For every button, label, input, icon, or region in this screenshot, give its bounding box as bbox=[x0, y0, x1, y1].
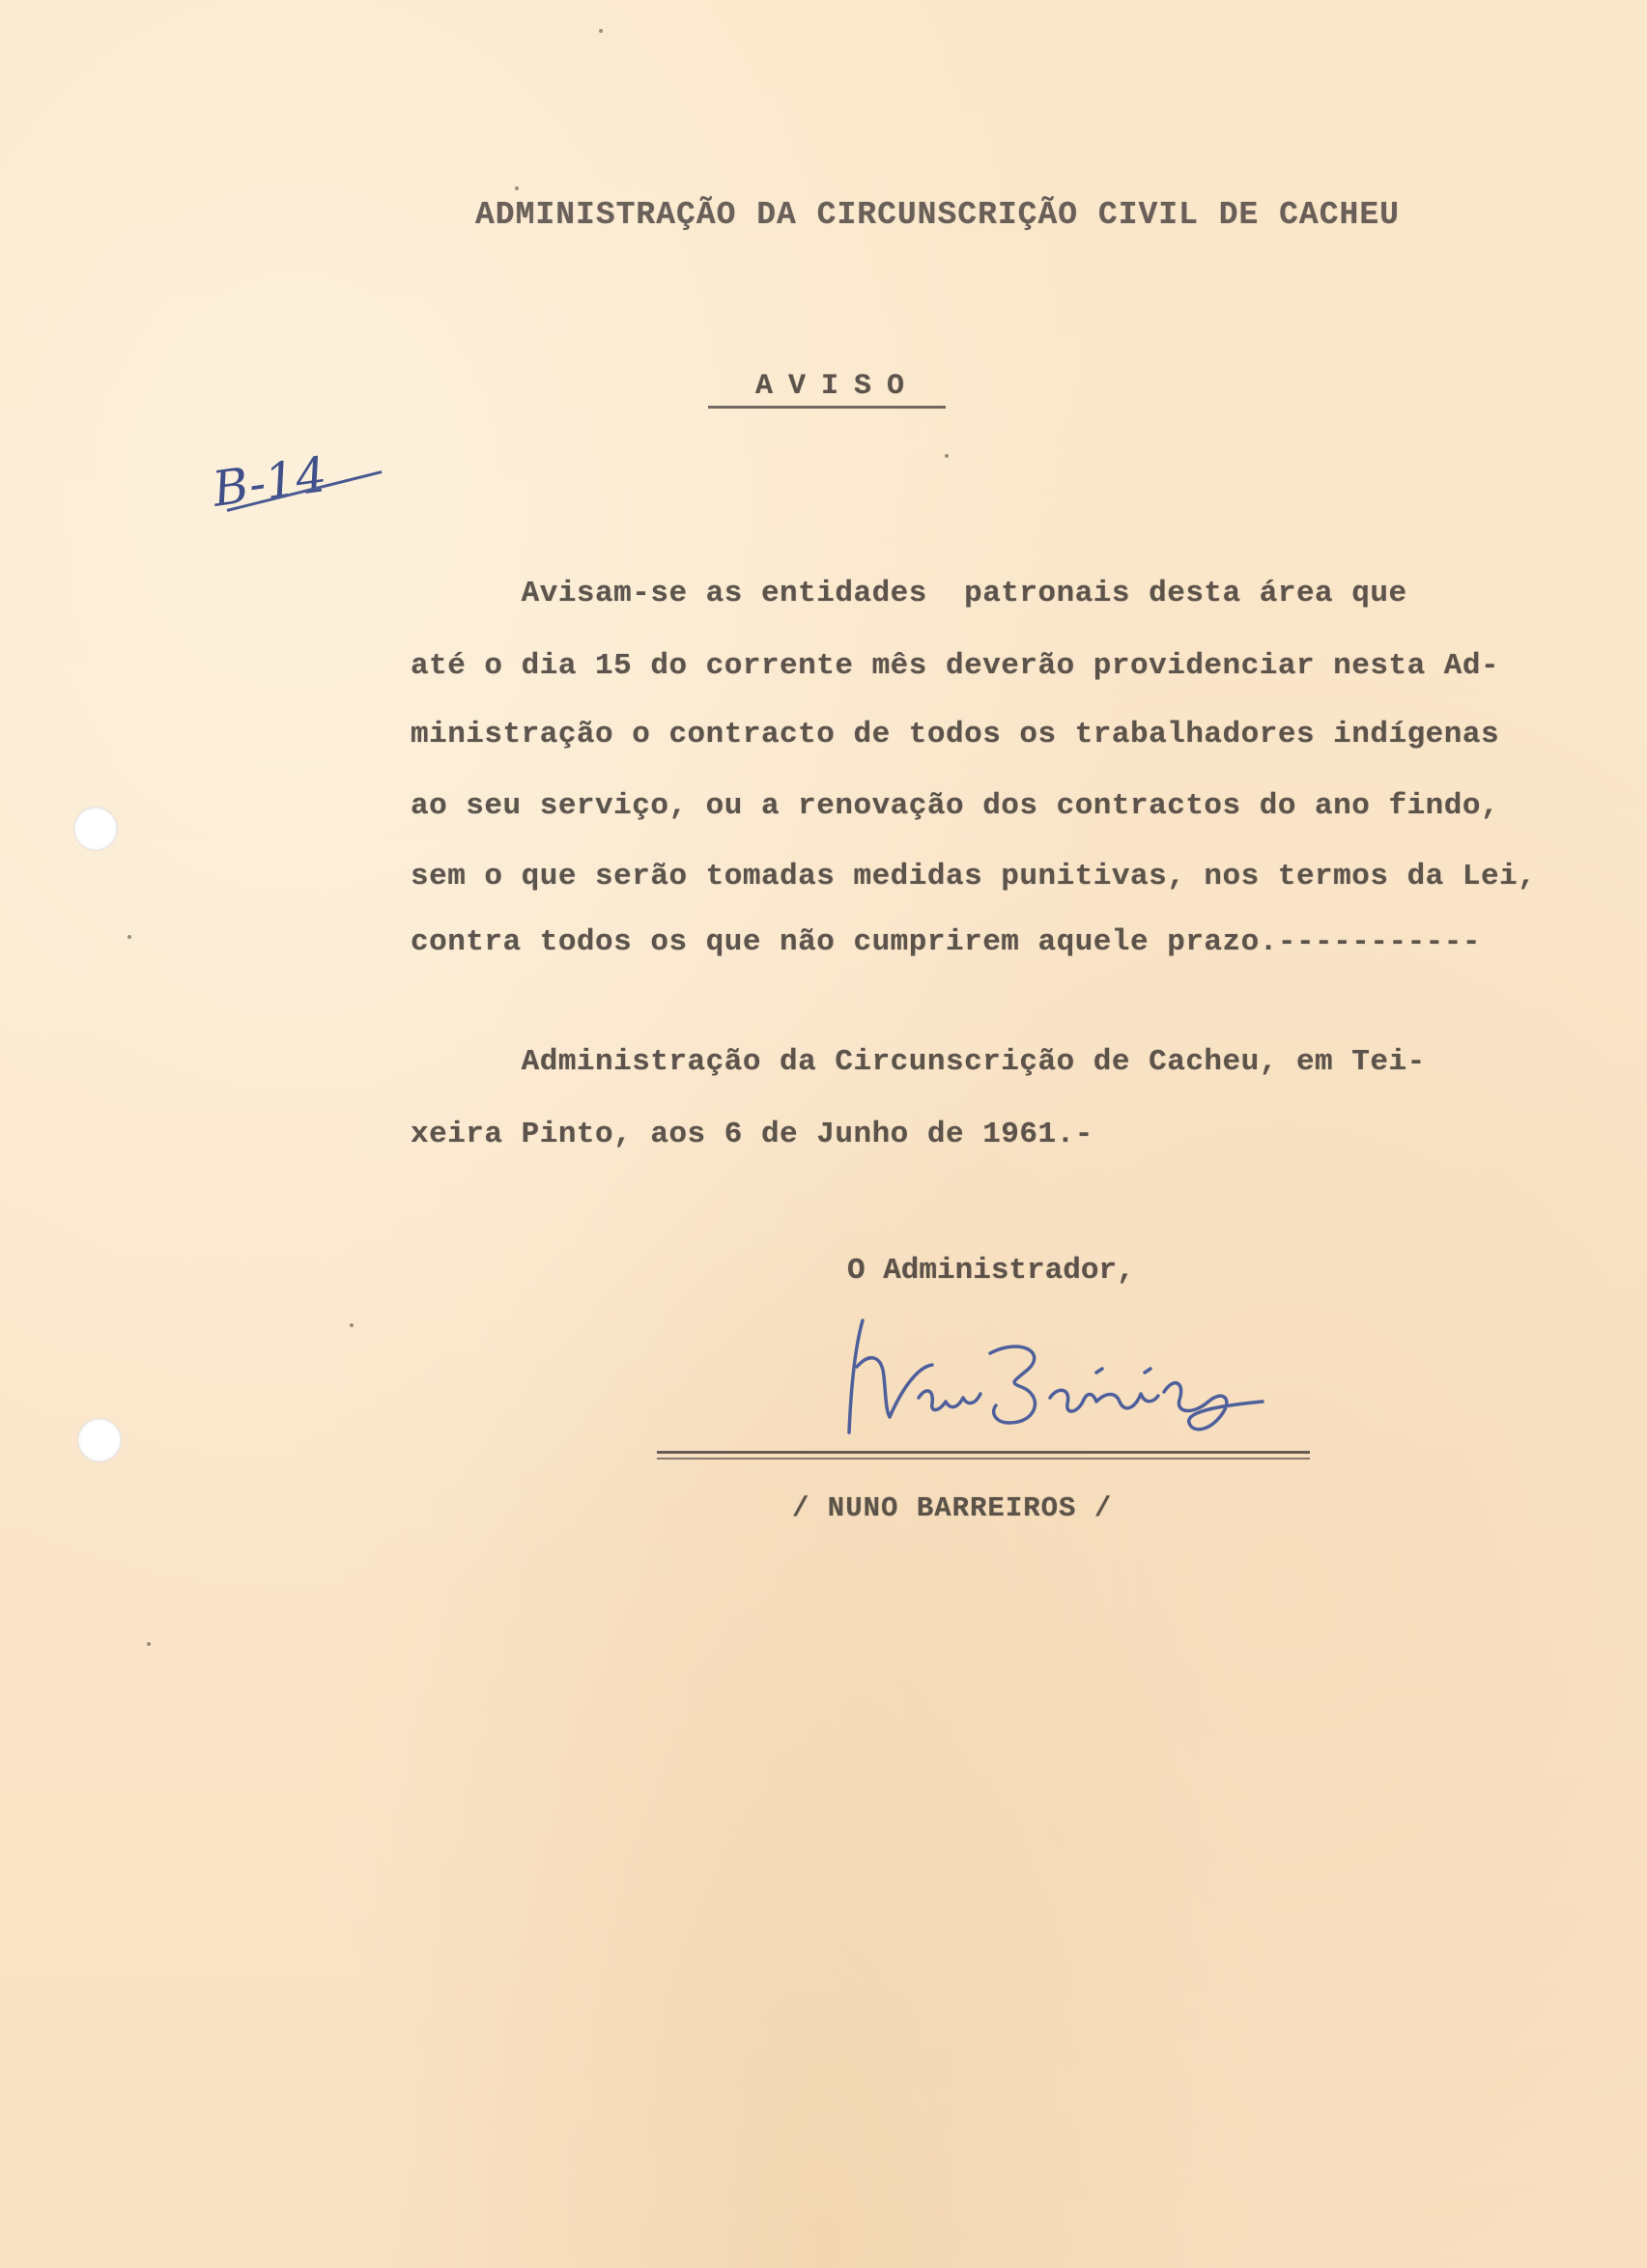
body-line: Avisam-se as entidades patronais desta área que bbox=[411, 577, 1407, 610]
signature-label: O Administrador, bbox=[847, 1254, 1135, 1288]
handwritten-signature bbox=[826, 1309, 1328, 1444]
body-line: contra todos os que não cumprirem aquele prazo.----------- bbox=[411, 925, 1481, 959]
signature-rule bbox=[657, 1451, 1310, 1460]
signer-name: / NUNO BARREIROS / bbox=[792, 1492, 1113, 1524]
punch-hole-top bbox=[73, 807, 118, 851]
body-line: sem o que serão tomadas medidas punitivas, nos termos da Lei, bbox=[411, 860, 1537, 893]
paper-speck bbox=[515, 186, 519, 190]
punch-hole-bottom bbox=[77, 1418, 122, 1462]
place-date-line: xeira Pinto, aos 6 de Junho de 1961.- bbox=[411, 1118, 1093, 1151]
paper-speck bbox=[128, 935, 131, 939]
body-line: ao seu serviço, ou a renovação dos contractos do ano findo, bbox=[411, 789, 1500, 823]
paper-speck bbox=[599, 29, 603, 33]
body-line: ministração o contracto de todos os trabalhadores indígenas bbox=[411, 718, 1500, 751]
document-title: AVISO bbox=[755, 370, 921, 403]
place-date-line: Administração da Circunscrição de Cacheu, em Tei- bbox=[411, 1045, 1426, 1079]
title-underline bbox=[708, 406, 946, 409]
paper-speck bbox=[945, 454, 949, 458]
document-header: ADMINISTRAÇÃO DA CIRCUNSCRIÇÃO CIVIL DE CACHEU bbox=[475, 197, 1400, 233]
body-line: até o dia 15 do corrente mês deverão providenciar nesta Ad- bbox=[411, 649, 1500, 683]
paper-speck bbox=[350, 1323, 354, 1327]
paper-speck bbox=[147, 1642, 151, 1646]
archive-mark: B-14 bbox=[209, 446, 330, 518]
